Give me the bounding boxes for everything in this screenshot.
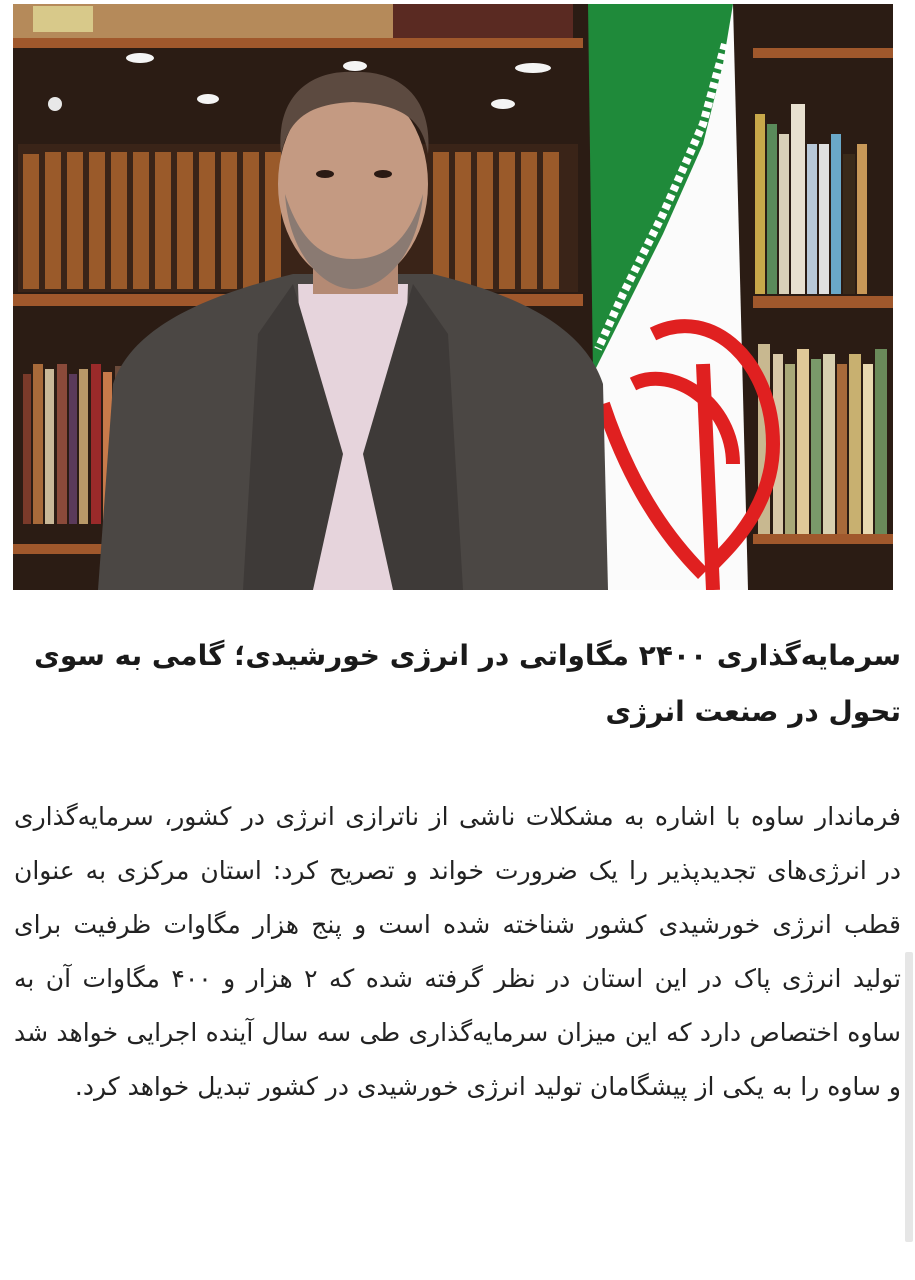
article-headline: سرمایه‌گذاری ۲۴۰۰ مگاواتی در انرژی خورشیدی؛ گامی به سوی تحول در صنعت انرژی [34, 639, 901, 728]
portrait-photo-illustration [13, 4, 893, 590]
article-body: فرماندار ساوه با اشاره به مشکلات ناشی از ناترازی انرژی در کشور، سرمایه‌گذاری در انرژی‌های تجدیدپذیر را یک ضرورت خواند و تصریح کرد: استان مرکزی به عنوان قطب انرژی خورشیدی کشور شناخته شده است و پنج هزار مگاوات ظرفیت برای تولید انرژی پاک در این استان در نظر گرفته شده که ۲ هزار و ۴۰۰ مگاوات آن به ساوه اختصاص دارد که این میزان سرمایه‌گذاری طی سه سال آینده اجرایی خواهد شد و ساوه را به یکی از پیشگامان تولید انرژی خورشیدی در کشور تبدیل خواهد کرد. [14, 802, 902, 1101]
article-photo [13, 4, 893, 590]
scrollbar-thumb[interactable] [905, 952, 913, 1242]
